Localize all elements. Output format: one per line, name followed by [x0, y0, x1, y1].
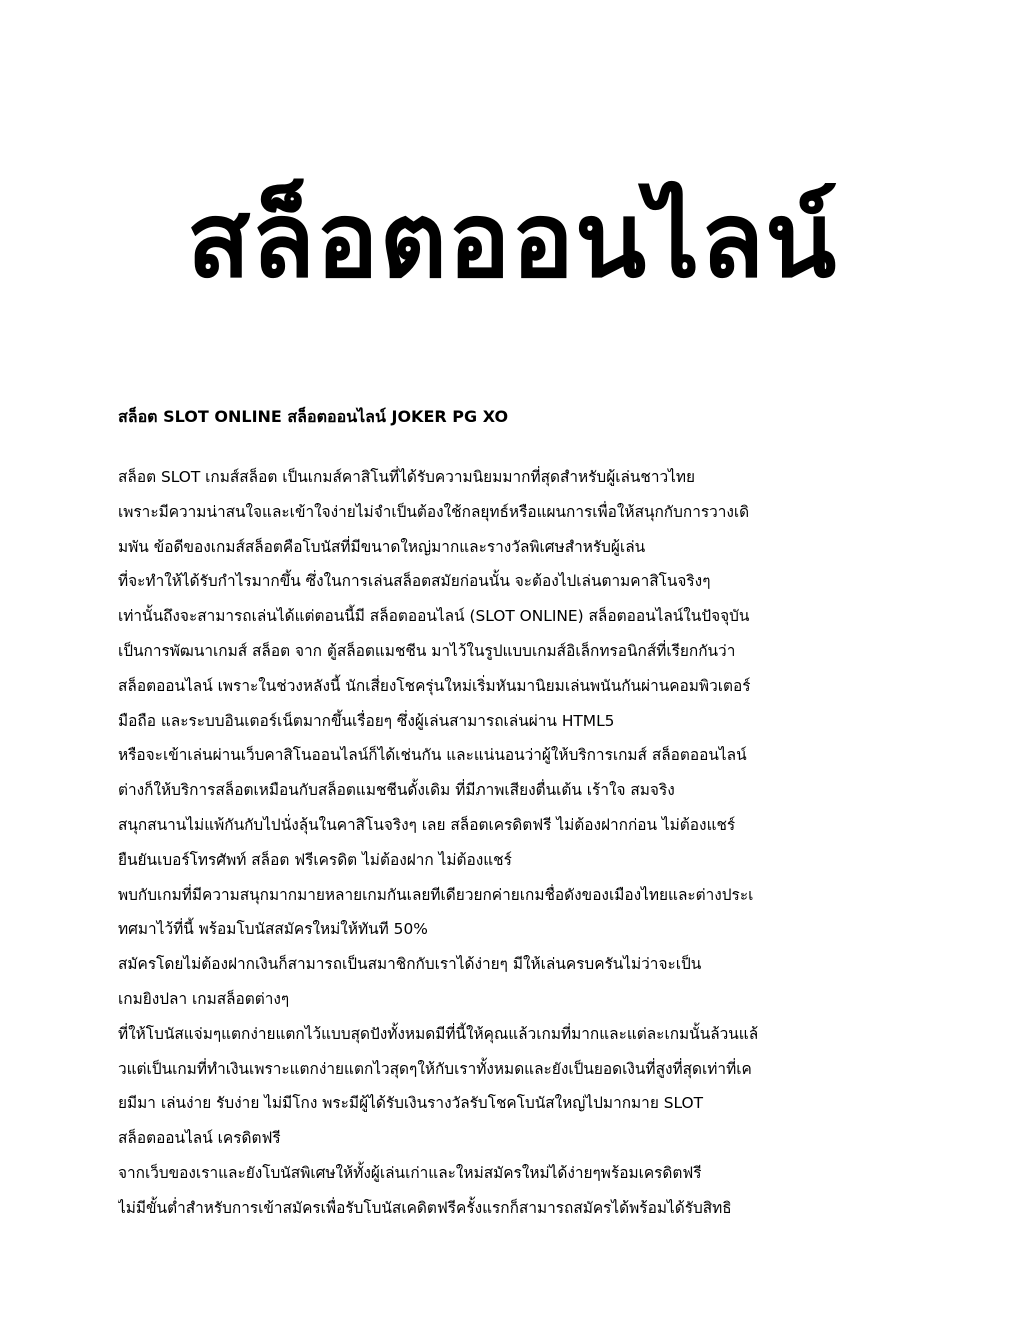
body-line: สล็อตออนไลน์ เครดิตฟรี	[118, 1129, 281, 1148]
body-line: ที่จะทำให้ได้รับกำไรมากขึ้น ซึ่งในการเล่นสล็อตสมัยก่อนนั้น จะต้องไปเล่นตามคาสิโนจริงๆ	[118, 572, 711, 591]
body-line: จากเว็บของเราและยังโบนัสพิเศษให้ทั้งผู้เล่นเก่าและใหม่สมัครใหม่ได้ง่ายๆพร้อมเครดิตฟรี	[118, 1163, 702, 1182]
body-line: สล็อต SLOT เกมส์สล็อต เป็นเกมส์คาสิโนที่ได้รับความนิยมมากที่สุดสำหรับผู้เล่นชาวไทย	[118, 468, 696, 486]
document-body	[118, 460, 918, 1226]
body-line: ไม่มีขั้นต่ำสำหรับการเข้าสมัครเพื่อรับโบนัสเคดิตฟรีครั้งแรกก็สามารถสมัครได้พร้อมได้รับสิทธิ	[118, 1198, 732, 1217]
body-line: ต่างก็ให้บริการสล็อตเหมือนกับสล็อตแมชชีนดั้งเดิม ที่มีภาพเสียงตื่นเต้น เร้าใจ สมจริง	[118, 781, 675, 800]
body-line: มพัน ข้อดีของเกมส์สล็อตคือโบนัสที่มีขนาดใหญ่มากและรางวัลพิเศษสำหรับผู้เล่น	[118, 537, 646, 556]
document-heading: สล็อต SLOT ONLINE สล็อตออนไลน์ JOKER PG XO	[118, 407, 509, 426]
body-line: ยมีมา เล่นง่าย รับง่าย ไม่มีโกง พระมีผู้ได้รับเงินรางวัลรับโชคโบนัสใหญ่ไปมากมาย SLOT	[118, 1094, 704, 1113]
body-line: หรือจะเข้าเล่นผ่านเว็บคาสิโนออนไลน์ก็ได้เช่นกัน และแน่นอนว่าผู้ให้บริการเกมส์ สล็อตออนไลน์	[118, 746, 747, 765]
body-line: เป็นการพัฒนาเกมส์ สล็อต จาก ตู้สล็อตแมชชีน มาไว้ในรูปแบบเกมส์อิเล็กทรอนิกส์ที่เรียกกันว่า	[118, 641, 736, 660]
body-line: ยืนยันเบอร์โทรศัพท์ สล็อต ฟรีเครดิต ไม่ต้องฝาก ไม่ต้องแชร์	[118, 850, 512, 869]
body-line: เพราะมีความน่าสนใจและเข้าใจง่ายไม่จำเป็นต้องใช้กลยุทธ์หรือแผนการเพื่อให้สนุกกับการวางเดิ	[118, 502, 750, 521]
body-line: พบกับเกมที่มีความสนุกมากมายหลายเกมกันเลยทีเดียวยกค่ายเกมชื่อดังของเมืองไทยและต่างประเ	[118, 885, 754, 904]
body-line: วแต่เป็นเกมที่ทำเงินเพราะแตกง่ายแตกไวสุดๆให้กับเราทั้งหมดและยังเป็นยอดเงินที่สูงที่สุดเท่าที่เค	[118, 1059, 752, 1078]
body-line: ที่ให้โบนัสแจ่มๆแตกง่ายแตกไว้แบบสุดปังทั้งหมดมีที่นี้ให้คุณแล้วเกมที่มากและแต่ละเกมนั้นล้วนแล้	[118, 1024, 759, 1043]
body-line: สล็อตออนไลน์ เพราะในช่วงหลังนี้ นักเสี่ยงโชครุ่นใหม่เริ่มหันมานิยมเล่นพนันกันผ่านคอมพิวเตอร์	[118, 676, 751, 695]
body-line: ทศมาไว้ที่นี้ พร้อมโบนัสสมัครใหม่ให้ทันที 50%	[118, 920, 428, 939]
body-line: เกมยิงปลา เกมสล็อตต่างๆ	[118, 989, 290, 1008]
document-title: สล็อตออนไลน์	[186, 179, 838, 301]
body-line: มือถือ และระบบอินเตอร์เน็ตมากขึ้นเรื่อยๆ ซึ่งผู้เล่นสามารถเล่นผ่าน HTML5	[118, 711, 615, 730]
body-line: สมัครโดยไม่ต้องฝากเงินก็สามารถเป็นสมาชิกกับเราได้ง่ายๆ มีให้เล่นครบครันไม่ว่าจะเป็น	[118, 955, 702, 974]
body-line: เท่านั้นถึงจะสามารถเล่นได้แต่ตอนนี้มี สล็อตออนไลน์ (SLOT ONLINE) สล็อตออนไลน์ในปัจจุบัน	[118, 607, 750, 626]
body-line: สนุกสนานไม่แพ้กันกับไปนั่งลุ้นในคาสิโนจริงๆ เลย สล็อตเครดิตฟรี ไม่ต้องฝากก่อน ไม่ต้องแชร์	[118, 815, 736, 834]
